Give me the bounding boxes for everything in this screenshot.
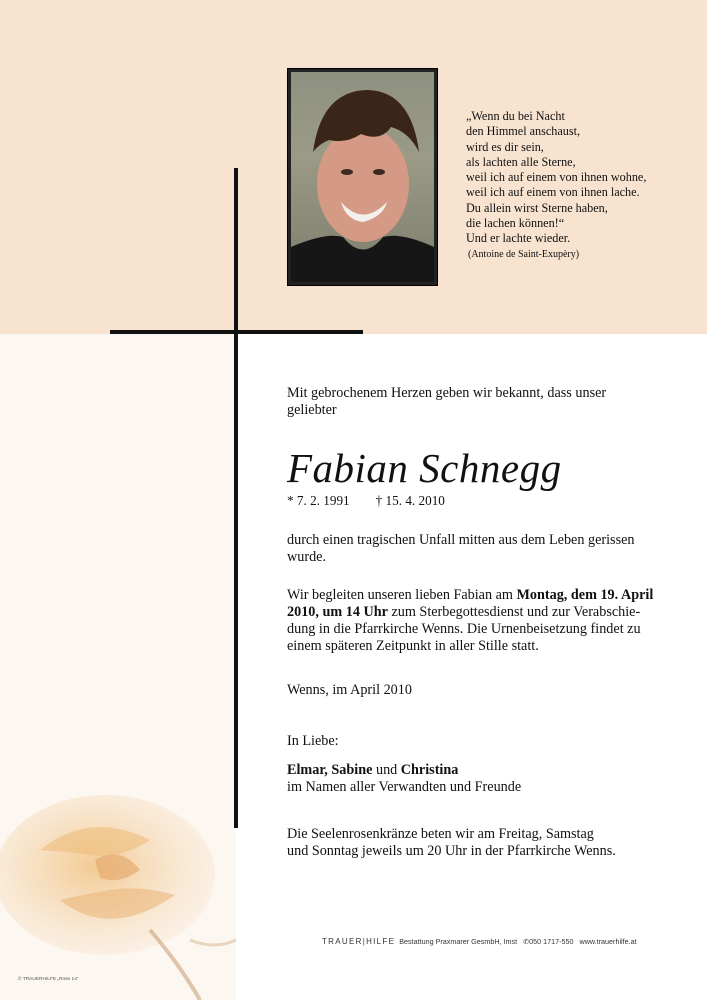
service-text: Wir begleiten unseren lieben Fabian am Montag, dem 19. April 2010, um 14 Uhr zum Sterbegottesdienst und zur Verabschie- dung in die Pfarrkirche Wenns. Die Urnenbeisetzung findet zu einem späteren Zeitpunkt in aller Stille statt. (287, 587, 654, 654)
cross-horizontal-bar (110, 330, 363, 334)
company-name: Bestattung Praxmarer GesmbH, Imst (399, 937, 518, 946)
quote-line: weil ich auf einem von ihnen lache. (466, 185, 640, 200)
saint-exupery-quote (466, 109, 696, 262)
website: www.trauerhilfe.at (579, 937, 637, 946)
funeral-home-footer (322, 937, 637, 946)
quote-source: (Antoine de Saint-Exupèry) (468, 248, 580, 260)
phone-icon: ✆ (523, 937, 530, 946)
rosary-text: Die Seelenrosenkränze beten wir am Freitag, Samstag und Sonntag jeweils um 20 Uhr in der Pfarrkirche Wenns. (287, 826, 616, 859)
deceased-name: Fabian Schnegg (287, 445, 562, 491)
in-love-label: In Liebe: (287, 733, 339, 749)
quote-line: Du allein wirst Sterne haben, (466, 200, 608, 215)
rose-decoration (0, 790, 236, 1000)
quote-line: den Himmel anschaust, (466, 124, 581, 139)
funeral-home-logo: TRAUER|HILFE (322, 937, 396, 946)
intro-text: Mit gebrochenem Herzen geben wir bekannt, dass unser geliebter (287, 385, 607, 418)
quote-line: weil ich auf einem von ihnen wohne, (466, 170, 647, 185)
copyright-note: © TRAUERHILFE „Rose 14“ (18, 977, 79, 982)
death-date: † 15. 4. 2010 (375, 493, 445, 508)
quote-line: die lachen können!“ (466, 216, 565, 231)
portrait-photo (287, 68, 438, 286)
phone-number: 050 1717-550 (529, 937, 574, 946)
quote-line: als lachten alle Sterne, (466, 154, 576, 169)
quote-line: Und er lachte wieder. (466, 231, 571, 246)
birth-date: * 7. 2. 1991 (287, 493, 350, 508)
place-date: Wenns, im April 2010 (287, 682, 412, 698)
life-dates (287, 493, 445, 509)
quote-line: wird es dir sein, (466, 139, 544, 154)
quote-line: „Wenn du bei Nacht (466, 109, 565, 123)
family-signature: Elmar, Sabine und Christina im Namen aller Verwandten und Freunde (287, 762, 522, 795)
cause-text: durch einen tragischen Unfall mitten aus dem Leben gerissen wurde. (287, 532, 635, 565)
cross-vertical-bar (234, 168, 238, 828)
